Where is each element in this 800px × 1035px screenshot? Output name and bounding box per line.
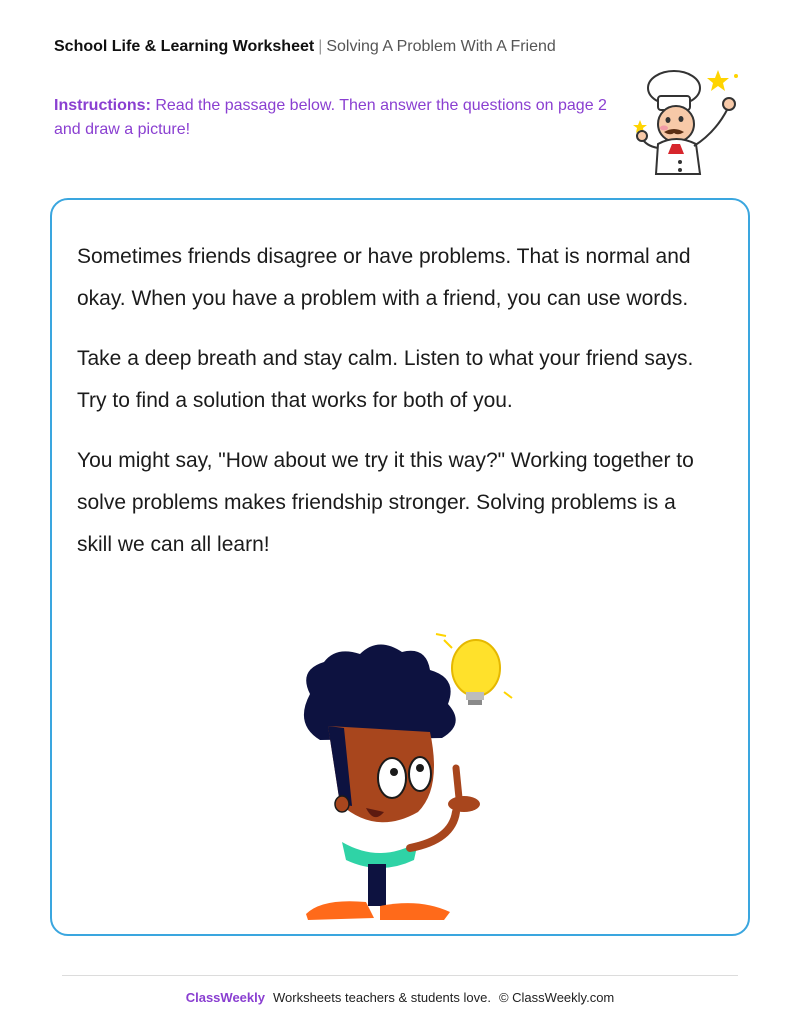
reading-passage [77,236,697,584]
footer-copyright: © ClassWeekly.com [498,990,615,1005]
passage-paragraph: Sometimes friends disagree or have problems. That is normal and okay. When you have a problem with a friend, you can use words. [77,245,691,310]
passage-paragraph: Take a deep breath and stay calm. Listen to what your friend says. Try to find a solution that works for both of you. [77,347,694,412]
footer-divider [62,975,738,976]
chef-icon [628,62,746,182]
title-separator: | [318,38,323,55]
star-icon [707,70,729,91]
instructions-lead: Instructions: [54,97,151,114]
worksheet-header [54,38,556,56]
instructions-text: Read the passage below. Then answer the questions on page 2 and draw a picture! [54,97,607,138]
thinking-kid-lightbulb-icon [280,628,520,923]
passage-paragraph: You might say, "How about we try it this way?" Working together to solve problems makes friendship stronger. Solving problems is a skill we can all learn! [77,449,694,556]
worksheet-subtitle: Solving A Problem With A Friend [326,38,556,55]
instructions [54,94,614,142]
footer-tagline: Worksheets teachers & students love. [272,990,491,1005]
footer [0,990,800,1005]
worksheet-title: School Life & Learning Worksheet [54,38,315,55]
footer-brand: ClassWeekly [185,990,265,1005]
